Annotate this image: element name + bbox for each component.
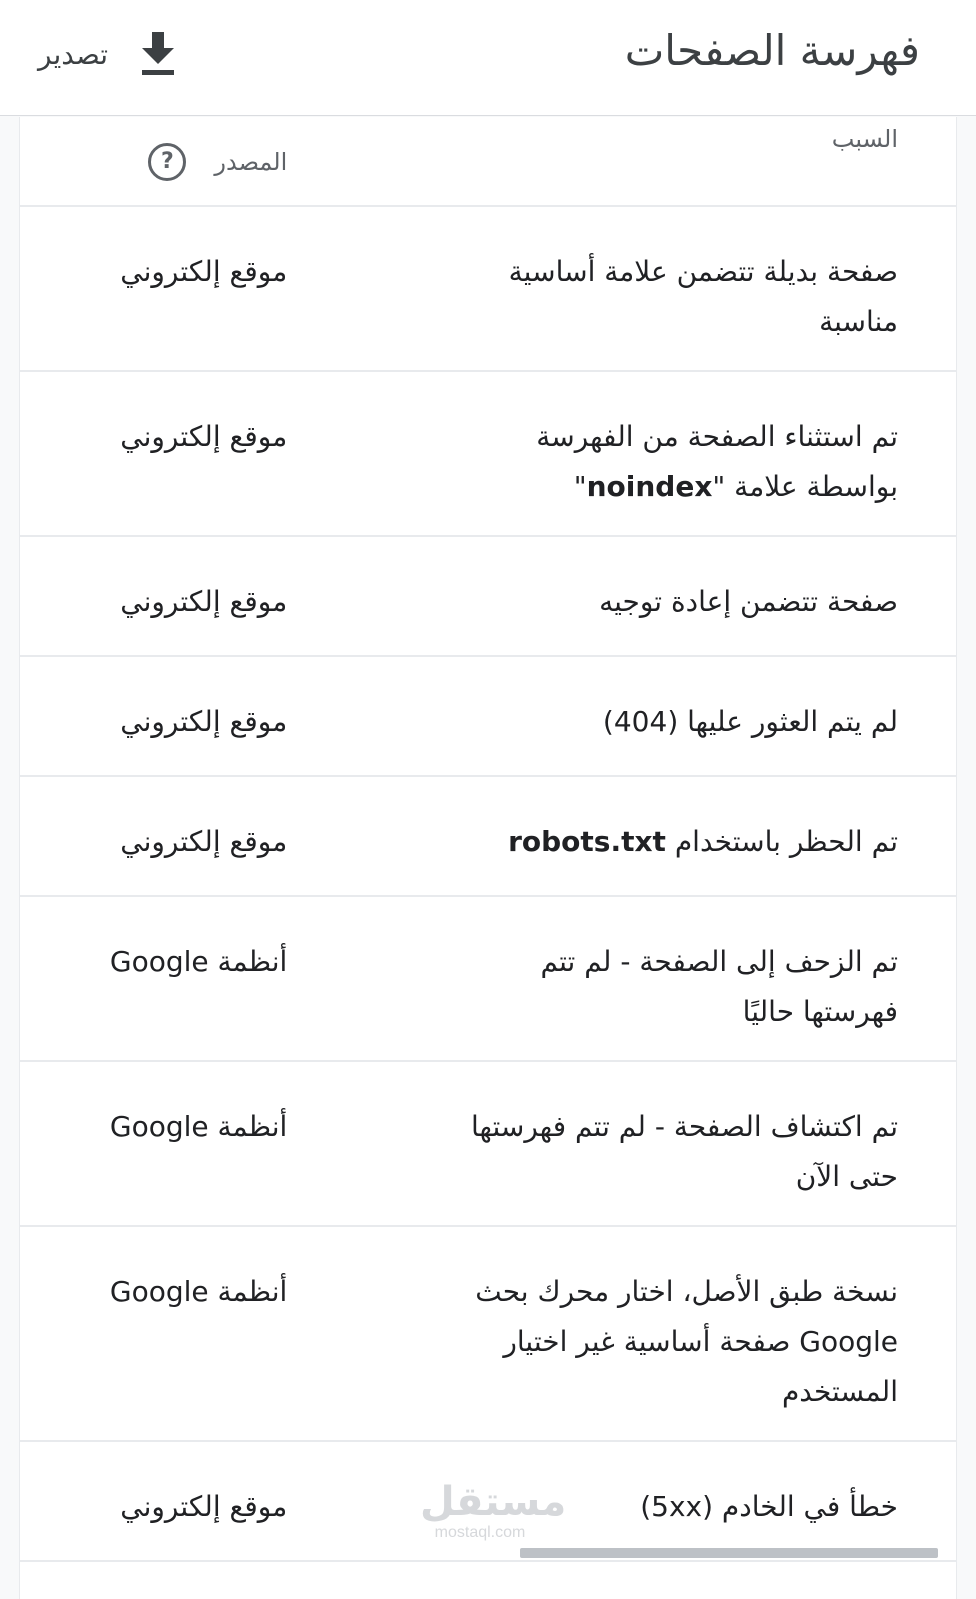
table-row[interactable] [20, 657, 956, 777]
row-source: موقع إلكتروني [120, 705, 288, 738]
row-reason-text-end: " [573, 470, 587, 503]
row-source: موقع إلكتروني [120, 420, 288, 453]
column-header-reason[interactable]: السبب [831, 125, 898, 153]
row-source: موقع إلكتروني [120, 585, 288, 618]
page-title: فهرسة الصفحات [624, 26, 920, 75]
row-source: موقع إلكتروني [120, 825, 288, 858]
table-row[interactable] [20, 1227, 956, 1442]
row-reason-code: robots.txt [508, 825, 666, 858]
top-bar [0, 0, 976, 116]
download-icon [138, 30, 178, 78]
table-row[interactable] [20, 207, 956, 372]
row-reason: تم اكتشاف الصفحة - لم تتم فهرستها حتى الآن [471, 1110, 898, 1193]
row-reason-text: تم الحظر باستخدام [665, 825, 898, 858]
row-reason: صفحة تتضمن إعادة توجيه [599, 585, 898, 618]
column-header-source[interactable] [20, 117, 437, 205]
export-button[interactable] [38, 26, 178, 82]
row-reason-text: تم استثناء الصفحة من الفهرسة بواسطة علامة " [536, 420, 898, 503]
row-source: أنظمة Google [109, 1275, 288, 1308]
pages-table [20, 117, 956, 1562]
row-reason-code: noindex [586, 470, 713, 503]
column-header-source-label: المصدر [214, 148, 288, 176]
row-reason [437, 817, 956, 895]
row-source: موقع إلكتروني [120, 255, 288, 288]
row-source: أنظمة Google [109, 945, 288, 978]
watermark-logo-text: مستقل [420, 1479, 567, 1525]
table-row[interactable] [20, 537, 956, 657]
table-header-row [20, 117, 956, 207]
table-row[interactable] [20, 1442, 956, 1562]
row-source: موقع إلكتروني [120, 1490, 288, 1523]
row-reason [437, 412, 956, 535]
row-reason: نسخة طبق الأصل، اختار محرك بحث Google صفحة أساسية غير اختيار المستخدم [475, 1275, 898, 1408]
pages-table-card [19, 117, 957, 1599]
export-label: تصدير [38, 37, 109, 71]
table-row[interactable] [20, 1062, 956, 1227]
horizontal-scrollbar[interactable] [520, 1548, 938, 1558]
row-source: أنظمة Google [109, 1110, 288, 1143]
row-reason: تم الزحف إلى الصفحة - لم تتم فهرستها حاليًا [540, 945, 898, 1028]
row-reason: صفحة بديلة تتضمن علامة أساسية مناسبة [508, 255, 898, 338]
help-icon[interactable]: ? [148, 143, 186, 181]
watermark-logo-url: mostaql.com [434, 1524, 526, 1541]
table-row[interactable] [20, 372, 956, 537]
row-reason: لم يتم العثور عليها (404) [602, 705, 898, 738]
table-row[interactable] [20, 897, 956, 1062]
row-reason: خطأ في الخادم (5xx) [640, 1490, 898, 1523]
table-row[interactable] [20, 777, 956, 897]
